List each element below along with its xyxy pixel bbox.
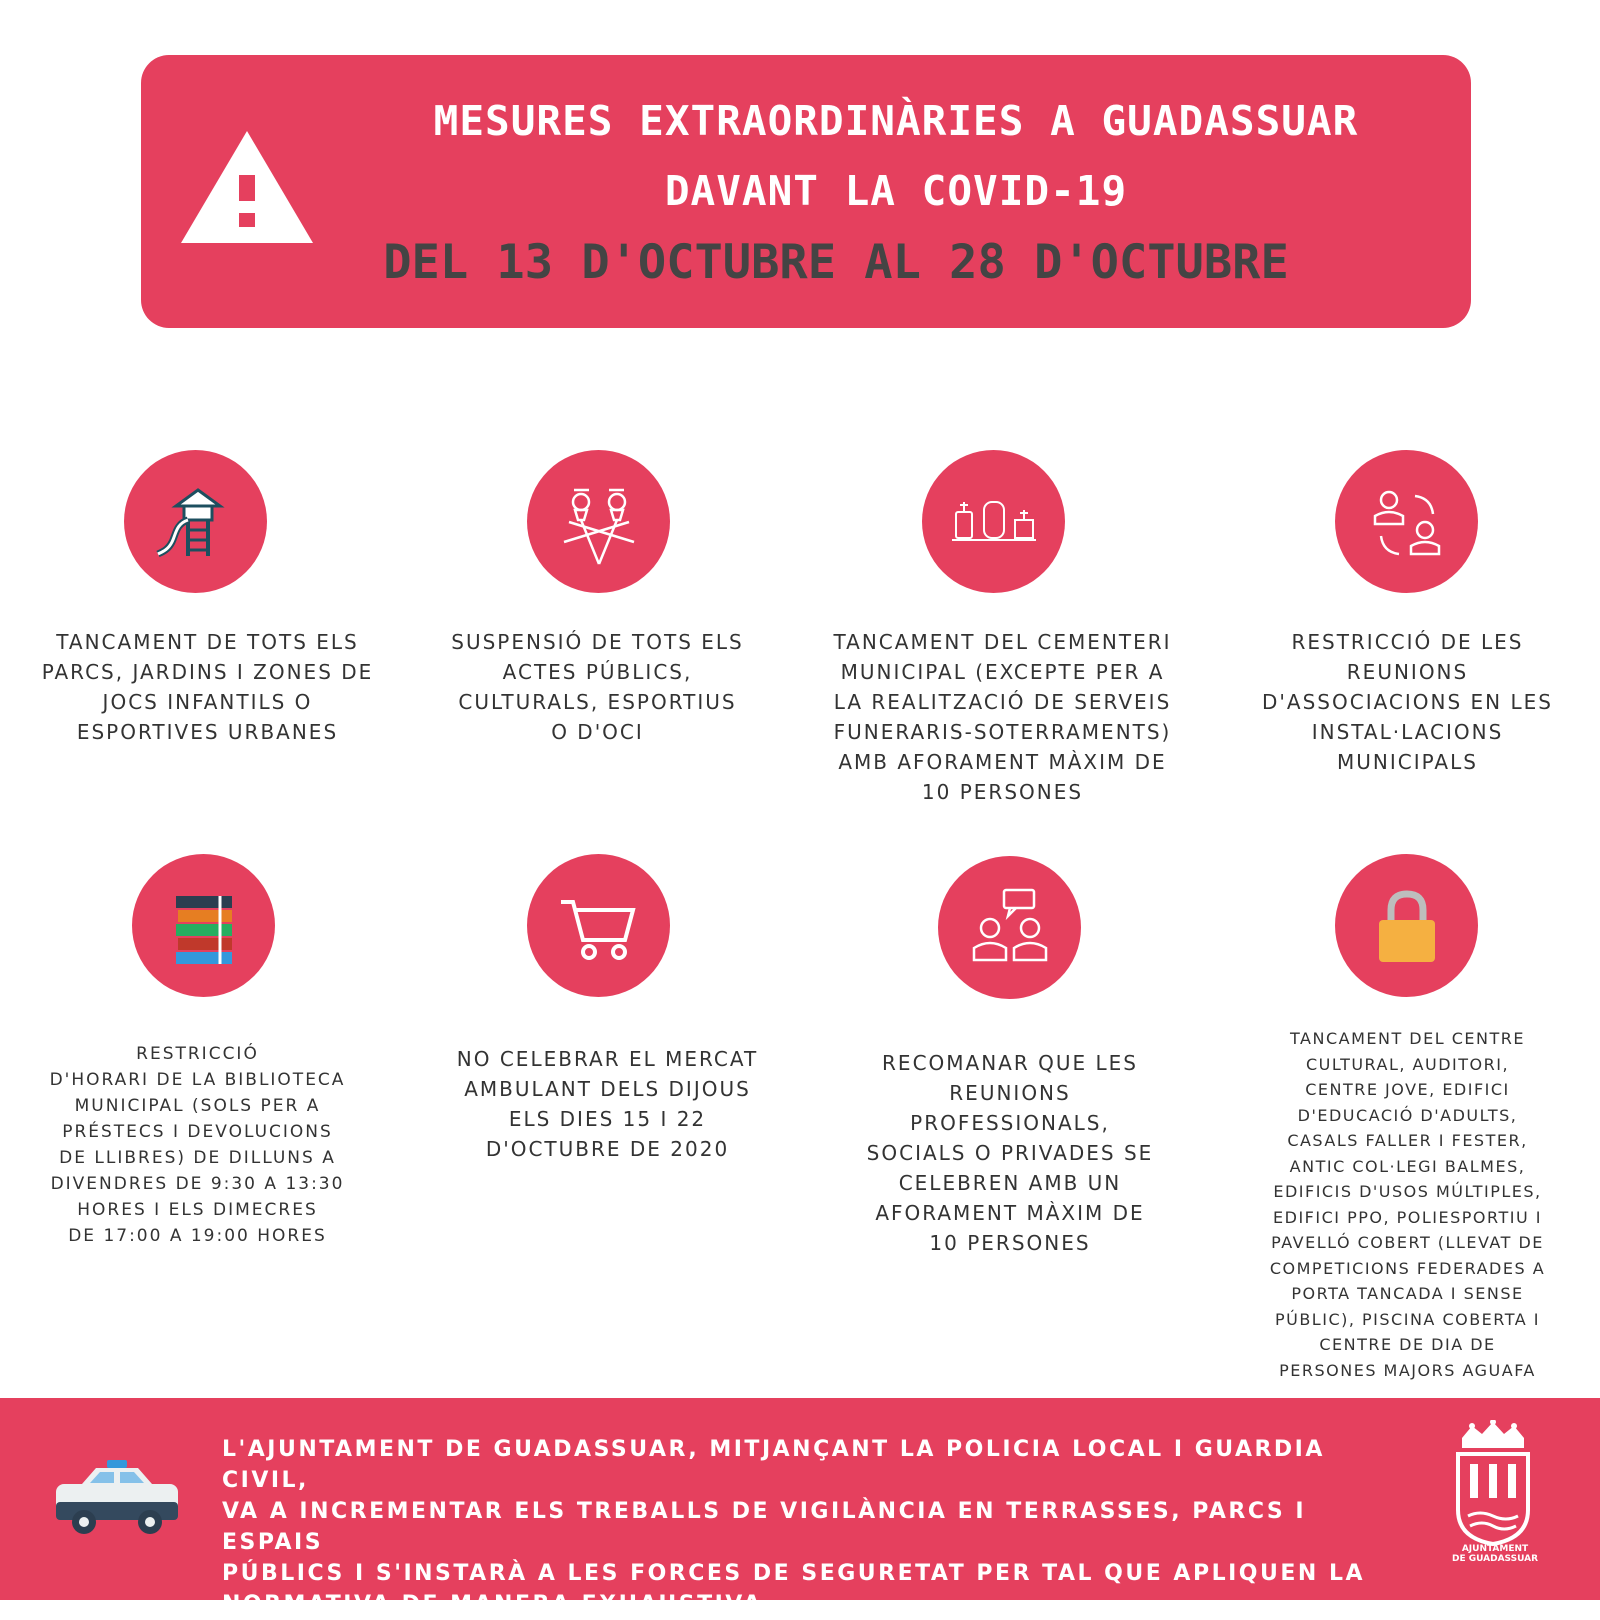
measure-5-text: RESTRICCIÓ D'HORARI DE LA BIBLIOTECA MUNICIPAL (SOLS PER A PRÉSTECS I DEVOLUCIONS DE LLIBRES) DE DILLUNS A DIVENDRES DE 9:30 A 13:30 HORES I ELS DIMECRES DE 17:00 A 19:00 HORES <box>49 1044 346 1246</box>
people-exchange-icon <box>1357 472 1457 572</box>
cemetery-tombstones-icon <box>944 472 1044 572</box>
measure-8-text: TANCAMENT DEL CENTRE CULTURAL, AUDITORI, CENTRE JOVE, EDIFICI D'EDUCACIÓ D'ADULTS, CASALS FALLER I FESTER, ANTIC COL·LEGI BALMES, EDIFICIS D'USOS MÚLTIPLES, EDIFICI PPO, POLIESPORTIU I PAVELLÓ COBERT (LLEVAT DE COMPETICIONS FEDERADES A PORTA TANCADA I SENSE PÚBLIC), PISCINA COBERTA I CENTRE DE DIA DE PERSONES MAJORS AGUAFA <box>1269 1029 1546 1380</box>
measure-7-circle <box>938 856 1081 999</box>
header-dates: DEL 13 D'OCTUBRE AL 28 D'OCTUBRE <box>383 235 1289 290</box>
measure-3-text: TANCAMENT DEL CEMENTERI MUNICIPAL (EXCEPTE PER A LA REALITZACIÓ DE SERVEIS FUNERARIS-SOTERRAMENTS) AMB AFORAMENT MÀXIM DE 10 PERSONES <box>833 630 1172 804</box>
measure-8-circle <box>1335 854 1478 997</box>
measure-4-circle <box>1335 450 1478 593</box>
measure-2-circle <box>527 450 670 593</box>
header-title-line1: MESURES EXTRAORDINÀRIES A GUADASSUAR <box>433 97 1359 145</box>
crest-caption: AJUNTAMENT DE GUADASSUAR <box>1451 1544 1539 1564</box>
measure-2-text: SUSPENSIÓ DE TOTS ELS ACTES PÚBLICS, CULTURALS, ESPORTIUS O D'OCI <box>451 630 744 744</box>
playground-slide-icon <box>146 472 246 572</box>
measure-6-text: NO CELEBRAR EL MERCAT AMBULANT DELS DIJOUS ELS DIES 15 I 22 D'OCTUBRE DE 2020 <box>456 1047 759 1161</box>
measure-1-text: TANCAMENT DE TOTS ELS PARCS, JARDINS I ZONES DE JOCS INFANTILS O ESPORTIVES URBANES <box>41 630 374 744</box>
measure-4-text: RESTRICCIÓ DE LES REUNIONS D'ASSOCIACIONS EN LES INSTAL·LACIONS MUNICIPALS <box>1262 630 1553 774</box>
header-title-line2: DAVANT LA COVID-19 <box>664 167 1128 215</box>
measure-6-circle <box>527 854 670 997</box>
header-banner <box>141 55 1471 328</box>
measure-1-circle <box>124 450 267 593</box>
measure-5-circle <box>132 854 275 997</box>
books-stack-icon <box>154 876 254 976</box>
measure-7-text: RECOMANAR QUE LES REUNIONS PROFESSIONALS, SOCIALS O PRIVADES SE CELEBREN AMB UN AFORAMENT MÀXIM DE 10 PERSONES <box>866 1051 1154 1255</box>
padlock-icon <box>1357 876 1457 976</box>
stage-spotlights-icon <box>549 472 649 572</box>
police-car-icon <box>52 1456 182 1546</box>
municipal-crest-icon <box>1448 1420 1538 1590</box>
measure-3-circle <box>922 450 1065 593</box>
meeting-people-icon <box>960 878 1060 978</box>
footer-text: L'AJUNTAMENT DE GUADASSUAR, MITJANÇANT LA POLICIA LOCAL I GUARDIA CIVIL, VA A INCREMENTAR ELS TREBALLS DE VIGILÀNCIA EN TERRASSES, PARCS I ESPAIS PÚBLICS I S'INSTARÀ A LES FORCES DE SEGURETAT PER TAL QUE APLIQUEN LA NORMATIVA DE MANERA EXHAUSTIVA. <box>222 1437 1365 1617</box>
footer-banner <box>0 1398 1600 1617</box>
shopping-cart-icon <box>549 876 649 976</box>
warning-triangle-icon <box>179 127 315 247</box>
